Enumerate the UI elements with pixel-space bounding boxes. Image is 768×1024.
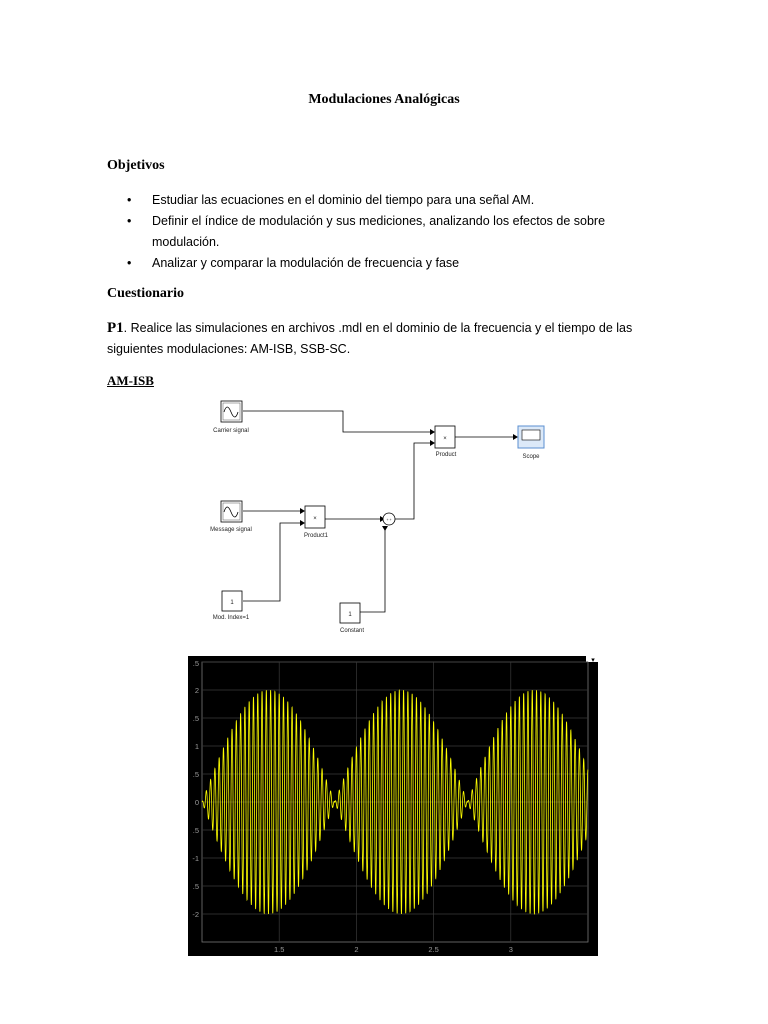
constant-block[interactable] — [340, 603, 360, 623]
list-item — [107, 211, 647, 253]
cuestionario-heading: Cuestionario — [107, 286, 184, 301]
list-item — [107, 190, 647, 211]
block-label: Mod. Index=1 — [212, 615, 250, 621]
multiply-icon: × — [313, 516, 317, 522]
y-tick-label: .5 — [192, 882, 199, 891]
scope-icon — [522, 430, 540, 440]
scope-block[interactable] — [518, 426, 544, 448]
list-item — [107, 253, 647, 274]
question-label: P1 — [107, 320, 124, 336]
x-tick-label: 2.5 — [428, 945, 439, 954]
simulink-diagram — [195, 392, 565, 642]
list-item-text: Definir el índice de modulación y sus mediciones, analizando los efectos de sobre modulación. — [152, 214, 606, 249]
block-label: Constant — [339, 628, 365, 634]
scope-plot — [188, 656, 598, 956]
bullet-icon: • — [127, 214, 132, 228]
question-text: . Realice las simulaciones en archivos .mdl en el dominio de la frecuencia y el tiempo de las siguientes modulaciones: AM-ISB, SSB-SC. — [107, 321, 633, 356]
wire — [243, 523, 300, 601]
y-tick-label: 0 — [194, 798, 199, 807]
y-tick-label: 2 — [194, 686, 199, 695]
arrow-icon — [300, 508, 305, 514]
page-title: Modulaciones Analógicas — [308, 92, 460, 107]
arrow-icon — [382, 526, 388, 531]
y-tick-label: -1 — [192, 854, 199, 863]
block-label: Carrier signal — [213, 428, 249, 434]
corner-mark-icon: ▾ — [591, 657, 595, 664]
sum-block[interactable] — [383, 513, 395, 525]
mod-index-block[interactable] — [222, 591, 242, 611]
plus-icon: + + — [386, 518, 392, 522]
wire — [394, 443, 430, 519]
block-value: 1 — [230, 600, 234, 606]
y-tick-label: .5 — [192, 826, 199, 835]
product-block[interactable] — [435, 426, 455, 448]
multiply-icon: × — [443, 436, 447, 442]
y-tick-label: .5 — [192, 659, 199, 668]
block-label: Message signal — [210, 527, 252, 533]
list-item-text: Analizar y comparar la modulación de frecuencia y fase — [152, 256, 460, 270]
wire — [243, 411, 430, 432]
arrow-icon — [300, 520, 305, 526]
list-item-text: Estudiar las ecuaciones en el dominio del tiempo para una señal AM. — [152, 193, 535, 207]
section-label: AM-ISB — [107, 373, 154, 388]
arrow-icon — [430, 429, 435, 435]
y-tick-label: .5 — [192, 714, 199, 723]
product1-block[interactable] — [305, 506, 325, 528]
x-tick-label: 2 — [354, 945, 359, 954]
y-tick-label: .5 — [192, 770, 199, 779]
carrier-signal-block[interactable] — [221, 401, 242, 422]
bullet-icon: • — [127, 256, 132, 270]
arrow-icon — [513, 434, 518, 440]
y-tick-label: -2 — [192, 910, 199, 919]
question-p1 — [107, 318, 647, 360]
x-tick-label: 1.5 — [273, 945, 285, 954]
message-signal-block[interactable] — [221, 501, 242, 522]
bullet-icon: • — [127, 193, 132, 207]
arrow-icon — [430, 440, 435, 446]
objetivos-list — [107, 190, 647, 274]
block-label: Product1 — [303, 533, 329, 539]
block-label: Scope — [522, 454, 540, 460]
block-label: Product — [435, 452, 457, 458]
wire — [360, 526, 385, 612]
x-tick-label: 3 — [508, 945, 513, 954]
y-tick-label: 1 — [194, 742, 199, 751]
objetivos-heading: Objetivos — [107, 158, 165, 173]
block-value: 1 — [348, 612, 352, 618]
